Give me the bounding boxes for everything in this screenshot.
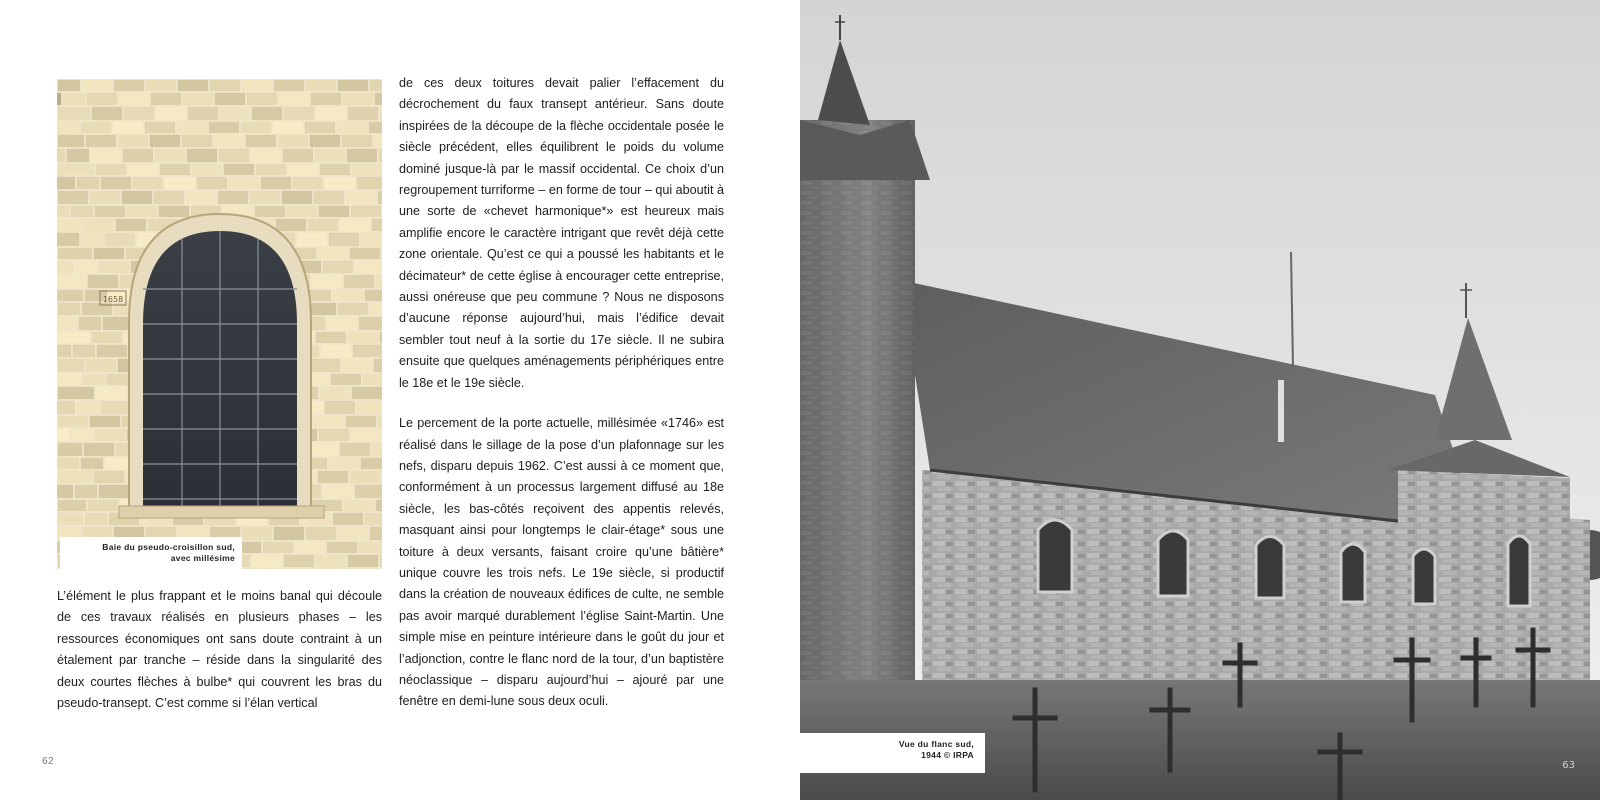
church-photo-caption (800, 733, 985, 773)
text-column (399, 73, 724, 732)
plaque-date: 1658 (102, 295, 124, 304)
right-page (800, 0, 1600, 800)
body-paragraph: Le percement de la porte actuelle, millésimée «1746» est réalisé dans le sillage de la pose d’un plafonnage sur les nefs, disparu depuis 1962. C’est aussi à ce moment que, conformément à un processus largement diffusé au 18e siècle, les bas-côtés reçoivent des appentis relevés, masquant ainsi pour longtemps le clair-étage* sous une toiture à deux versants, faisant croire qu’une bâtière* unique couvre les trois nefs. Le 19e siècle, si productif dans la création de nouveaux édifices de culte, ne semble pas avoir marqué durablement l’église Saint-Martin. Une simple mise en peinture intérieure dans le goût du jour et l’adjonction, contre le flanc nord de la tour, d’un baptistère néoclassique – disparu aujourd’hui – ajouré par une fenêtre en demi-lune sous deux oculi. (399, 416, 724, 709)
caption-line: Baie du pseudo-croisillon sud, (102, 542, 235, 552)
page-number: 63 (1562, 760, 1575, 771)
caption-line: 1944 © IRPA (921, 750, 974, 760)
body-paragraph: de ces deux toitures devait palier l’effacement du décrochement du faux transept antérieur. Sans doute inspirées de la découpe de la flèche occidentale posée le siècle précédent, elles équilibrent le poids du volume dominé jusque-là par le massif occidental. Ce choix d’un regroupement turriforme – en forme de tour – qui aboutit à une sorte de «chevet harmonique*» est heureux mais amplifie encore le caractère intrigant que revêt déjà cette zone orientale. Qu’est ce qui a poussé les habitants et le décimateur* de cette église à encourager cette entreprise, aussi onéreuse que peu commune ? Nous ne disposons d’aucune réponse aujourd’hui, mais l’édifice devait sembler tout neuf à la sortie du 17e siècle. Il ne subira ensuite que quelques aménagements périphériques entre le 18e et le 19e siècle. (399, 76, 724, 390)
caption-line: avec millésime (170, 553, 235, 563)
church-photo (800, 0, 1600, 800)
caption-line: Vue du flanc sud, (898, 739, 974, 749)
page-number: 62 (42, 756, 55, 767)
body-paragraph: L’élément le plus frappant et le moins banal qui découle de ces travaux réalisés en plusieurs phases – les ressources économiques ont sans doute contraint à un étalement par tranche – réside dans la singularité des deux courtes flèches à bulbe* qui couvrent les bras du pseudo-transept. C’est comme si l’élan vertical (57, 589, 382, 711)
window-photo-caption (60, 537, 242, 570)
window-photo (57, 79, 382, 569)
